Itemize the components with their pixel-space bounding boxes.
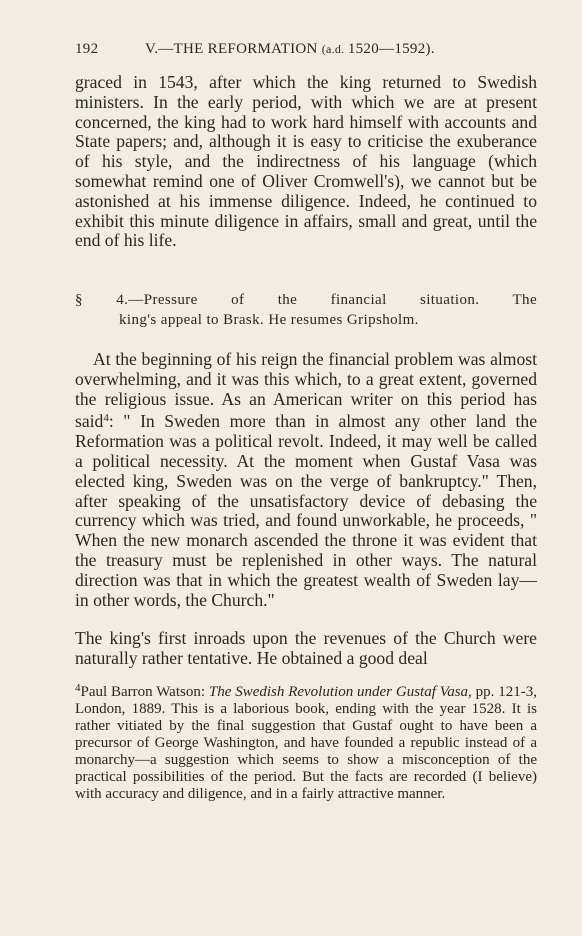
running-title-era: (a.d. (321, 42, 348, 56)
section-heading-line-1: § 4.—Pressure of the financial situation. The (75, 292, 537, 308)
paragraph-inroads: The king's first inroads upon the revenues of the Church were naturally rather tentative. He obtained a good deal (75, 628, 537, 668)
footnote (75, 680, 537, 803)
running-title (145, 41, 435, 58)
footnote-book-title: The Swedish Revolution under Gustaf Vasa, (208, 684, 472, 700)
footnote-reference: 4 (103, 412, 109, 425)
paragraph-continuation: graced in 1543, after which the king returned to Swedish ministers. In the early period, with which we are at present concerned, the king had to work hard himself with accounts and State papers; and, although it is easy to criticise the exuberance of his style, and the indirectness of his language (which somewhat remind one of Oliver Cromwell's), we cannot but be astonished at his immense diligence. Indeed, he continued to exhibit this minute diligence in affairs, small and great, until the end of his life. (75, 72, 537, 251)
page-number: 192 (75, 41, 99, 57)
footnote-author: Paul Barron Watson: (80, 684, 209, 700)
footnote-marker: 4 (75, 682, 81, 694)
footnote-text: pp. 121-3, London, 1889. This is a laborious book, ending with the year 1528. It is rather vitiated by the final suggestion that Gustaf ought to have been a precursor of George Washington, and have founded a republic instead of a monarchy—a suggestion which seems to show a misconception of the practical possibilities of the period. But the facts are recorded (I believe) with accuracy and diligence, and in a fairly attractive manner. (75, 684, 537, 802)
running-title-main: V.—THE REFORMATION (145, 41, 318, 57)
paragraph-financial-problem (75, 350, 537, 610)
section-heading-line-2: king's appeal to Brask. He resumes Gripsholm. (119, 312, 419, 328)
section-heading (75, 290, 537, 330)
running-header (75, 41, 537, 65)
paragraph-text-after-ref: : " In Sweden more than in almost any other land the Reformation was a political revolt. Indeed, it may well be called a political necessity. At the moment when Gustaf Vasa was elected king, Sweden was on the verge of bankruptcy." Then, after speaking of the unsatisfactory device of debasing the currency which was tried, and found unworkable, he proceeds, " When the new monarch ascended the throne it was evident that the treasury must be replenished in other ways. The natural direction was that in which the greatest wealth of Sweden lay—in other words, the Church." (75, 411, 537, 610)
paragraph-text-before-ref: At the beginning of his reign the financial problem was almost overwhelming, and it was this which, to a great extent, governed the religious issue. As an American writer on this period has said (75, 349, 537, 432)
running-title-dates: 1520—1592). (347, 41, 435, 57)
